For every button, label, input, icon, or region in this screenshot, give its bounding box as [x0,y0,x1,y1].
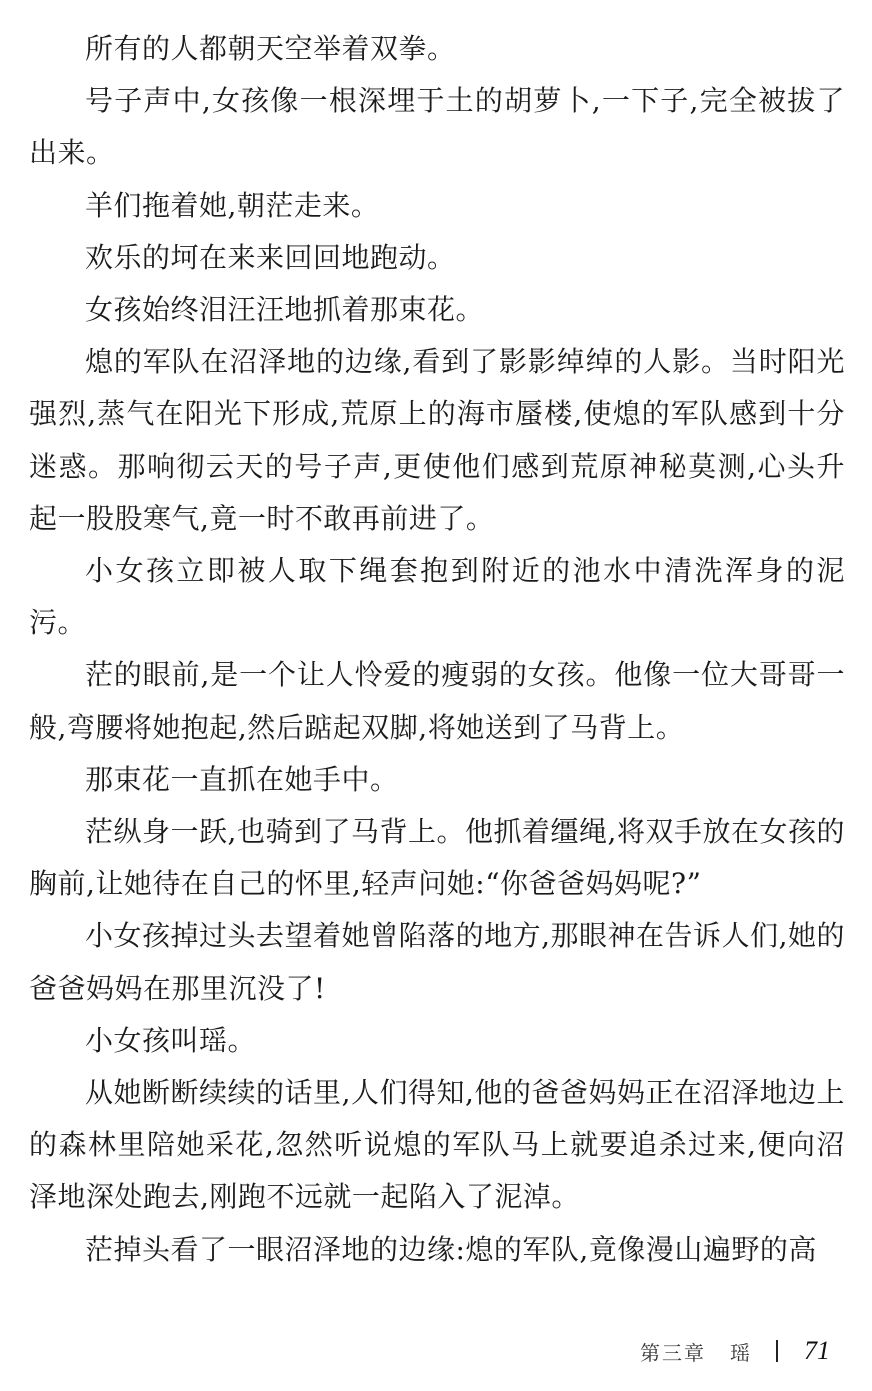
paragraph: 小女孩立即被人取下绳套抱到附近的池水中清洗浑身的泥污。 [29,554,845,640]
paragraph: 茫掉头看了一眼沼泽地的边缘:熄的军队,竟像漫山遍野的高 [85,1232,817,1266]
paragraph: 羊们拖着她,朝茫走来。 [85,188,380,222]
paragraph: 小女孩叫瑶。 [85,1023,257,1057]
paragraph: 号子声中,女孩像一根深埋于土的胡萝卜,一下子,完全被拔了出来。 [29,84,845,170]
paragraph: 小女孩掉过头去望着她曾陷落的地方,那眼神在告诉人们,她的爸爸妈妈在那里沉没了! [29,919,845,1005]
chapter-label: 第三章 [640,1340,706,1365]
page-number: 71 [804,1336,830,1365]
page-body [29,23,845,1276]
page-footer [640,1333,830,1369]
paragraph: 女孩始终泪汪汪地抓着那束花。 [85,293,485,327]
paragraph: 熄的军队在沼泽地的边缘,看到了影影绰绰的人影。当时阳光强烈,蒸气在阳光下形成,荒原上的海市蜃楼,使熄的军队感到十分迷惑。那响彻云天的号子声,更使他们感到荒原神秘莫测,心头升起一股股寒气,竟一时不敢再前进了。 [29,345,845,535]
footer-divider [776,1340,778,1362]
chapter-title: 瑶 [730,1340,750,1365]
paragraph: 那束花一直抓在她手中。 [85,762,399,796]
paragraph: 所有的人都朝天空举着双拳。 [85,32,456,65]
paragraph: 茫纵身一跃,也骑到了马背上。他抓着缰绳,将双手放在女孩的胸前,让她待在自己的怀里,轻声问她:“你爸爸妈妈呢?” [29,815,845,901]
paragraph: 从她断断续续的话里,人们得知,他的爸爸妈妈正在沼泽地边上的森林里陪她采花,忽然听说熄的军队马上就要追杀过来,便向沼泽地深处跑去,刚跑不远就一起陷入了泥淖。 [29,1076,845,1214]
paragraph: 茫的眼前,是一个让人怜爱的瘦弱的女孩。他像一位大哥哥一般,弯腰将她抱起,然后踮起双脚,将她送到了马背上。 [29,658,845,744]
paragraph: 欢乐的坷在来来回回地跑动。 [85,240,456,274]
